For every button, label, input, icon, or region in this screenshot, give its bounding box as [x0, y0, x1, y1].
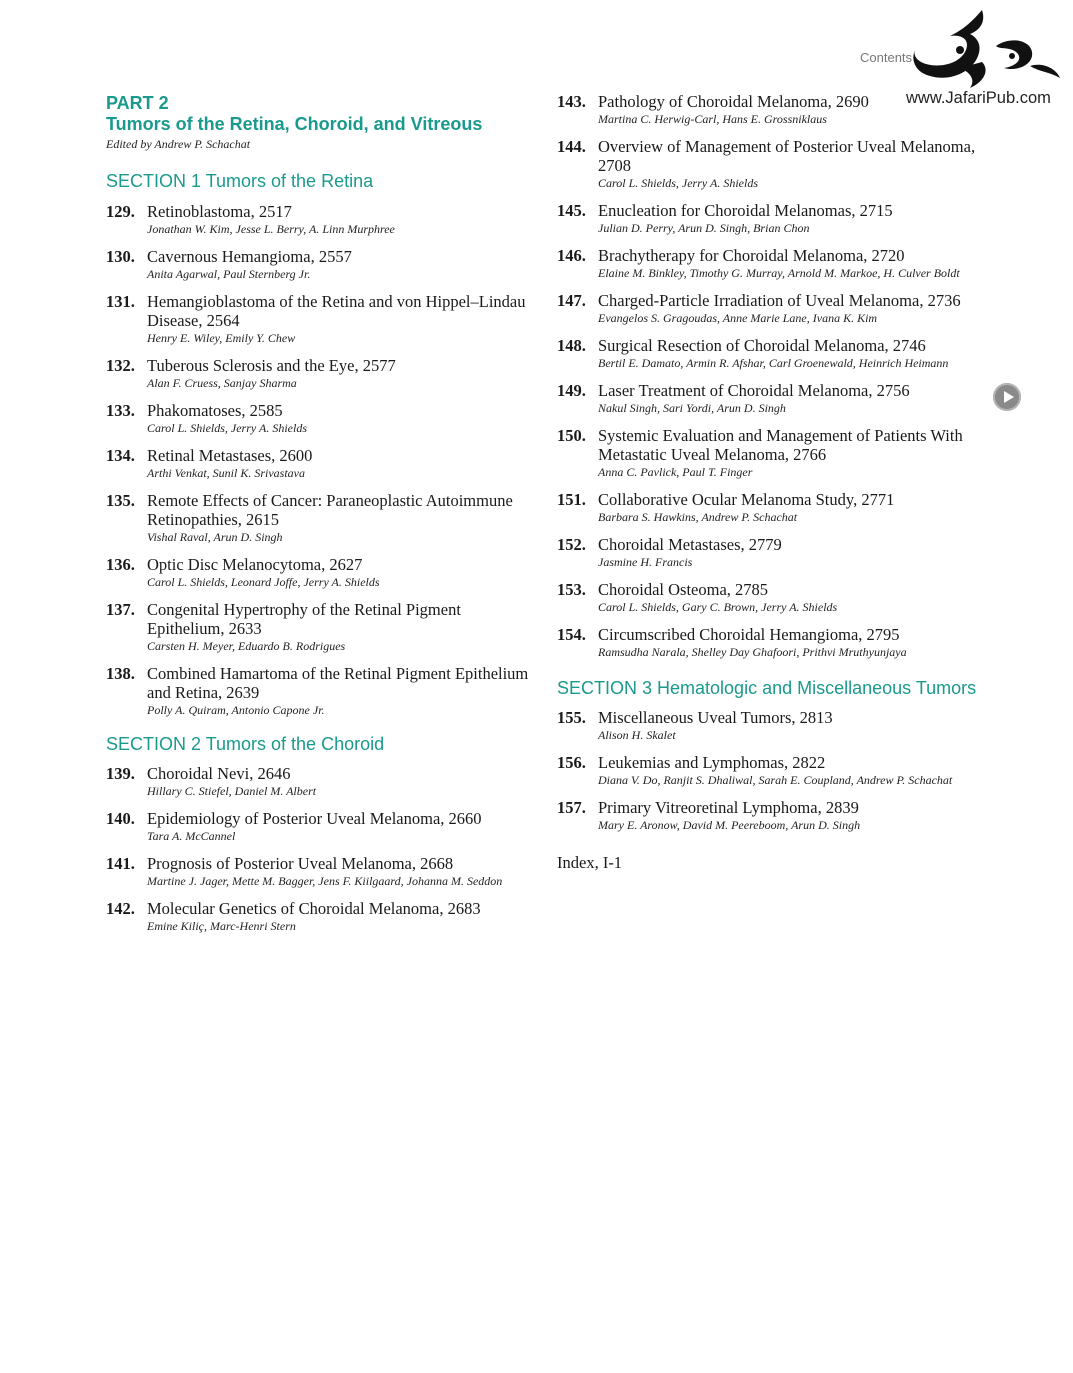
chapter-title: Epidemiology of Posterior Uveal Melanoma, 2660	[147, 809, 482, 828]
chapter-authors: Emine Kiliç, Marc-Henri Stern	[147, 919, 296, 933]
chapter-authors: Carol L. Shields, Jerry A. Shields	[598, 176, 758, 190]
chapter-authors: Arthi Venkat, Sunil K. Srivastava	[147, 466, 305, 480]
chapter-number: 144.	[557, 137, 586, 156]
chapter-title: Remote Effects of Cancer: Paraneoplastic Autoimmune Retinopathies, 2615	[147, 491, 513, 529]
chapter-authors: Julian D. Perry, Arun D. Singh, Brian Chon	[598, 221, 810, 235]
chapter-number: 135.	[106, 491, 135, 510]
section-heading: SECTION 1 Tumors of the Retina	[106, 171, 374, 191]
chapter-authors: Diana V. Do, Ranjit S. Dhaliwal, Sarah E. Coupland, Andrew P. Schachat	[598, 773, 953, 787]
chapter-number: 132.	[106, 356, 135, 375]
chapter-title: Choroidal Osteoma, 2785	[598, 580, 769, 599]
chapter-authors: Barbara S. Hawkins, Andrew P. Schachat	[598, 510, 798, 524]
chapter-title: Collaborative Ocular Melanoma Study, 2771	[598, 490, 895, 509]
toc-entry[interactable]	[557, 708, 987, 743]
chapter-title: Combined Hamartoma of the Retinal Pigment Epithelium and Retina, 2639	[147, 664, 529, 702]
toc-entry[interactable]	[557, 798, 987, 833]
chapter-title: Retinal Metastases, 2600	[147, 446, 313, 465]
play-icon	[1004, 391, 1014, 403]
toc-entry[interactable]	[106, 356, 536, 391]
chapter-number: 150.	[557, 426, 586, 445]
chapter-title: Retinoblastoma, 2517	[147, 202, 292, 221]
chapter-number: 146.	[557, 246, 586, 265]
chapter-title: Charged-Particle Irradiation of Uveal Melanoma, 2736	[598, 291, 961, 310]
chapter-title: Molecular Genetics of Choroidal Melanoma, 2683	[147, 899, 481, 918]
toc-entry[interactable]	[557, 625, 987, 660]
toc-entry[interactable]	[557, 201, 987, 236]
chapter-authors: Jonathan W. Kim, Jesse L. Berry, A. Linn Murphree	[147, 222, 395, 236]
toc-entry[interactable]	[557, 381, 987, 416]
chapter-number: 151.	[557, 490, 586, 509]
toc-entry[interactable]	[557, 92, 987, 127]
chapter-authors: Anita Agarwal, Paul Sternberg Jr.	[147, 267, 311, 281]
chapter-title: Surgical Resection of Choroidal Melanoma, 2746	[598, 336, 926, 355]
toc-entry[interactable]	[106, 764, 536, 799]
chapter-authors: Hillary C. Stiefel, Daniel M. Albert	[147, 784, 317, 798]
chapter-number: 137.	[106, 600, 135, 619]
chapter-title: Enucleation for Choroidal Melanomas, 2715	[598, 201, 893, 220]
chapter-number: 154.	[557, 625, 586, 644]
section-heading: SECTION 2 Tumors of the Choroid	[106, 734, 385, 754]
chapter-authors: Tara A. McCannel	[147, 829, 236, 843]
chapter-number: 147.	[557, 291, 586, 310]
chapter-number: 133.	[106, 401, 135, 420]
chapter-number: 156.	[557, 753, 586, 772]
chapter-title: Hemangioblastoma of the Retina and von Hippel–Lindau Disease, 2564	[147, 292, 526, 330]
chapter-authors: Nakul Singh, Sari Yordi, Arun D. Singh	[598, 401, 786, 415]
chapter-number: 149.	[557, 381, 586, 400]
chapter-title: Miscellaneous Uveal Tumors, 2813	[598, 708, 833, 727]
chapter-authors: Martine J. Jager, Mette M. Bagger, Jens F. Kiilgaard, Johanna M. Seddon	[147, 874, 503, 888]
toc-entry[interactable]	[106, 854, 536, 889]
chapter-title: Optic Disc Melanocytoma, 2627	[147, 555, 363, 574]
chapter-title: Overview of Management of Posterior Uveal Melanoma, 2708	[598, 137, 976, 175]
chapter-authors: Evangelos S. Gragoudas, Anne Marie Lane, Ivana K. Kim	[598, 311, 878, 325]
chapter-number: 153.	[557, 580, 586, 599]
chapter-title: Cavernous Hemangioma, 2557	[147, 247, 352, 266]
chapter-title: Tuberous Sclerosis and the Eye, 2577	[147, 356, 396, 375]
chapter-number: 157.	[557, 798, 586, 817]
chapter-authors: Carol L. Shields, Leonard Joffe, Jerry A. Shields	[147, 575, 380, 589]
toc-entry[interactable]	[106, 446, 536, 481]
toc-entry[interactable]	[106, 247, 536, 282]
chapter-authors: Alison H. Skalet	[598, 728, 676, 742]
toc-entry[interactable]	[106, 899, 536, 934]
page-header-label: Contents	[860, 50, 913, 65]
chapter-title: Pathology of Choroidal Melanoma, 2690	[598, 92, 869, 111]
chapter-authors: Ramsudha Narala, Shelley Day Ghafoori, Prithvi Mruthyunjaya	[598, 645, 907, 659]
chapter-authors: Jasmine H. Francis	[598, 555, 693, 569]
toc-entry[interactable]	[106, 600, 536, 654]
toc-entry[interactable]	[106, 202, 536, 237]
chapter-number: 141.	[106, 854, 135, 873]
toc-entry[interactable]	[557, 580, 987, 615]
contents-left-column	[106, 93, 536, 944]
chapter-authors: Alan F. Cruess, Sanjay Sharma	[147, 376, 297, 390]
toc-entry[interactable]	[557, 426, 987, 480]
chapter-authors: Mary E. Aronow, David M. Peereboom, Arun D. Singh	[598, 818, 861, 832]
chapter-number: 152.	[557, 535, 586, 554]
chapter-authors: Vishal Raval, Arun D. Singh	[147, 530, 283, 544]
toc-entry[interactable]	[106, 555, 536, 590]
chapter-authors: Carsten H. Meyer, Eduardo B. Rodrigues	[147, 639, 346, 653]
chapter-number: 145.	[557, 201, 586, 220]
chapter-title: Phakomatoses, 2585	[147, 401, 283, 420]
toc-entry[interactable]	[106, 664, 536, 718]
contents-right-column	[557, 92, 987, 872]
toc-entry[interactable]	[557, 137, 987, 191]
toc-entry[interactable]	[106, 292, 536, 346]
chapter-authors: Carol L. Shields, Gary C. Brown, Jerry A. Shields	[598, 600, 838, 614]
chapter-authors: Carol L. Shields, Jerry A. Shields	[147, 421, 307, 435]
toc-entry[interactable]	[557, 336, 987, 371]
toc-entry[interactable]	[106, 401, 536, 436]
index-entry[interactable]: Index, I-1	[557, 853, 623, 872]
chapter-title: Congenital Hypertrophy of the Retinal Pigment Epithelium, 2633	[147, 600, 461, 638]
chapter-authors: Martina C. Herwig-Carl, Hans E. Grossniklaus	[598, 112, 827, 126]
toc-entry[interactable]	[557, 535, 987, 570]
chapter-number: 143.	[557, 92, 586, 111]
chapter-authors: Polly A. Quiram, Antonio Capone Jr.	[147, 703, 325, 717]
chapter-title: Choroidal Nevi, 2646	[147, 764, 291, 783]
chapter-number: 138.	[106, 664, 135, 683]
toc-entry[interactable]	[106, 809, 536, 844]
chapter-number: 131.	[106, 292, 135, 311]
part-label: PART 2	[106, 93, 169, 113]
chapter-number: 155.	[557, 708, 586, 727]
chapter-number: 140.	[106, 809, 135, 828]
chapter-number: 129.	[106, 202, 135, 221]
chapter-number: 142.	[106, 899, 135, 918]
toc-entry[interactable]	[557, 490, 987, 525]
chapter-number: 130.	[106, 247, 135, 266]
chapter-number: 136.	[106, 555, 135, 574]
chapter-title: Circumscribed Choroidal Hemangioma, 2795	[598, 625, 900, 644]
toc-entry[interactable]	[557, 291, 987, 326]
chapter-title: Systemic Evaluation and Management of Patients With Metastatic Uveal Melanoma, 2766	[598, 426, 963, 464]
chapter-title: Laser Treatment of Choroidal Melanoma, 2756	[598, 381, 910, 400]
part-title: Tumors of the Retina, Choroid, and Vitreous	[106, 114, 483, 134]
chapter-title: Prognosis of Posterior Uveal Melanoma, 2668	[147, 854, 454, 873]
chapter-title: Choroidal Metastases, 2779	[598, 535, 782, 554]
toc-entry[interactable]	[557, 753, 987, 788]
chapter-title: Primary Vitreoretinal Lymphoma, 2839	[598, 798, 859, 817]
chapter-authors: Elaine M. Binkley, Timothy G. Murray, Arnold M. Markoe, H. Culver Boldt	[598, 266, 960, 280]
chapter-title: Leukemias and Lymphomas, 2822	[598, 753, 826, 772]
toc-entry[interactable]	[106, 491, 536, 545]
chapter-title: Brachytherapy for Choroidal Melanoma, 2720	[598, 246, 905, 265]
watermark-url: www.JafariPub.com	[906, 89, 1051, 107]
chapter-number: 139.	[106, 764, 135, 783]
chapter-number: 148.	[557, 336, 586, 355]
chapter-authors: Bertil E. Damato, Armin R. Afshar, Carl Groenewald, Heinrich Heimann	[598, 356, 949, 370]
chapter-authors: Henry E. Wiley, Emily Y. Chew	[147, 331, 296, 345]
toc-entry[interactable]	[557, 246, 987, 281]
play-button[interactable]	[993, 383, 1021, 411]
part-editor: Edited by Andrew P. Schachat	[106, 137, 251, 151]
chapter-authors: Anna C. Pavlick, Paul T. Finger	[598, 465, 753, 479]
chapter-number: 134.	[106, 446, 135, 465]
section-heading: SECTION 3 Hematologic and Miscellaneous Tumors	[557, 678, 977, 698]
